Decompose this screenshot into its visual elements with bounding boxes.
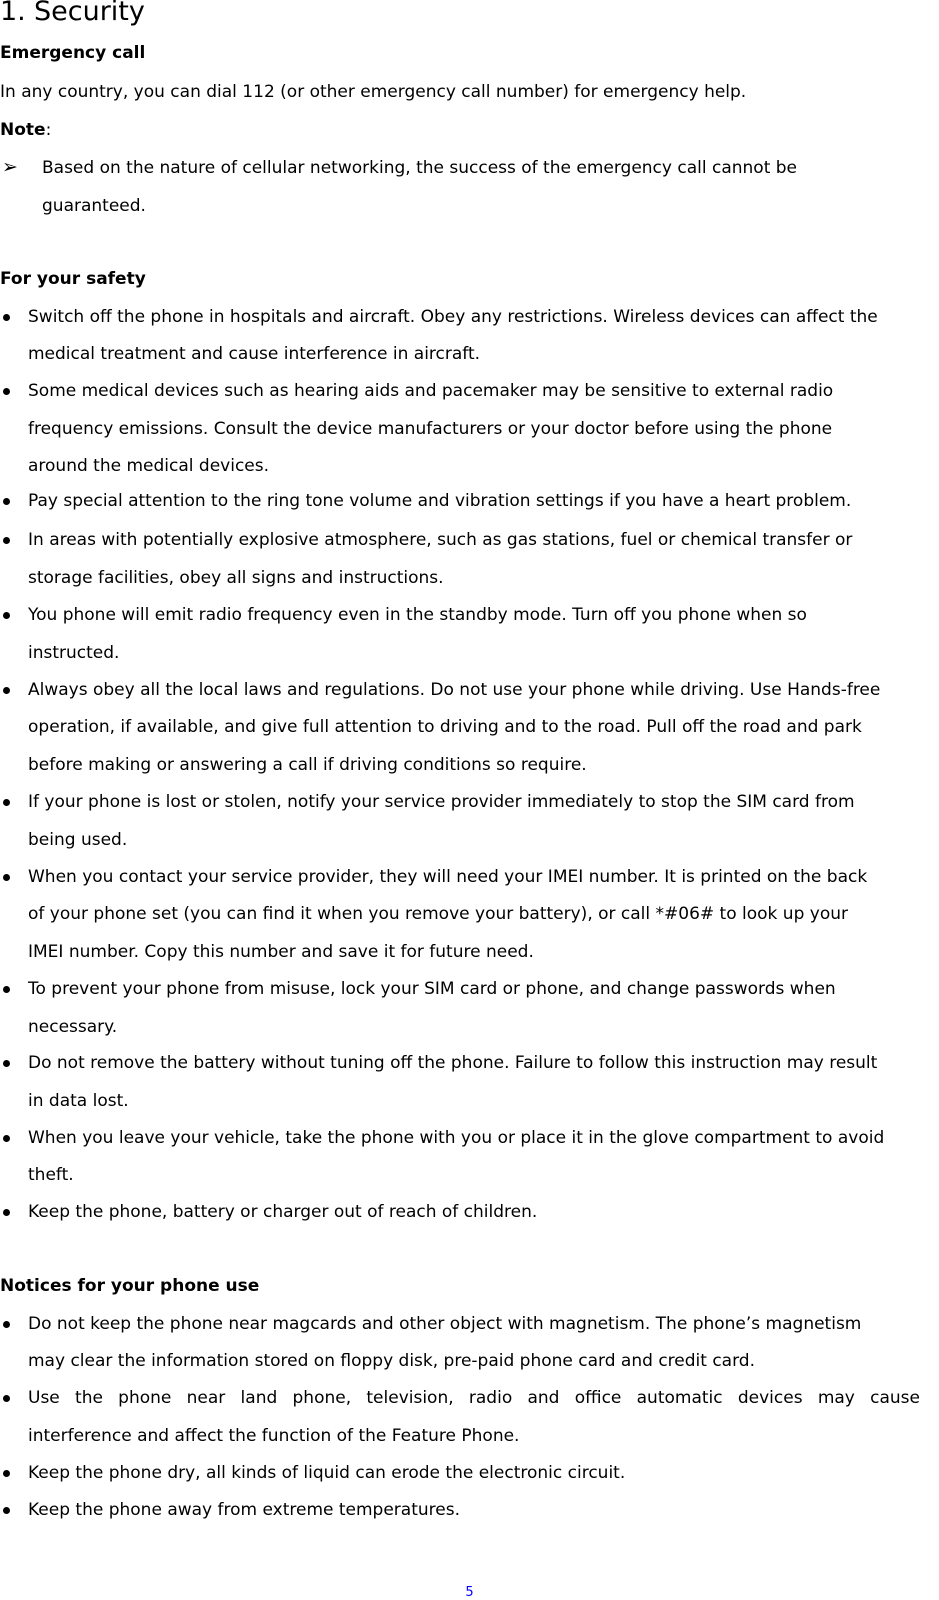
- bullet-icon: [3, 986, 10, 993]
- section-title: [0, 0, 145, 27]
- safety-item-line: Keep the phone, battery or charger out of reach of children.: [28, 1202, 538, 1222]
- safety-item-line: operation, if available, and give full attention to driving and to the road. Pull off the road and park: [28, 717, 862, 737]
- safety-item-line: If your phone is lost or stolen, notify your service provider immediately to stop the SIM card from: [28, 792, 855, 812]
- safety-item-line: IMEI number. Copy this number and save it for future need.: [28, 942, 534, 962]
- section-title-text: Security: [34, 0, 145, 27]
- bullet-icon: [3, 1470, 10, 1477]
- safety-item-line: When you leave your vehicle, take the phone with you or place it in the glove compartment to avoid: [28, 1128, 885, 1148]
- safety-item-line: You phone will emit radio frequency even in the standby mode. Turn off you phone when so: [28, 605, 807, 625]
- bullet-icon: [3, 537, 10, 544]
- page-number: 5: [465, 1585, 474, 1600]
- safety-item-line: Switch off the phone in hospitals and aircraft. Obey any restrictions. Wireless devices can affect the: [28, 307, 878, 327]
- safety-item-line: instructed.: [28, 643, 120, 663]
- note-label-text: Note: [0, 120, 46, 140]
- safety-item-line: theft.: [28, 1165, 74, 1185]
- safety-heading: For your safety: [0, 269, 146, 289]
- bullet-icon: [3, 799, 10, 806]
- safety-item-line: Some medical devices such as hearing aids and pacemaker may be sensitive to external radio: [28, 381, 834, 401]
- bullet-icon: [3, 687, 10, 694]
- bullet-icon: [3, 1395, 10, 1402]
- safety-item-line: in data lost.: [28, 1091, 129, 1111]
- safety-item-line: frequency emissions. Consult the device manufacturers or your doctor before using the phone: [28, 419, 833, 439]
- note-line: Based on the nature of cellular networking, the success of the emergency call cannot be: [42, 158, 798, 178]
- safety-item-line: of your phone set (you can find it when you remove your battery), or call *#06# to look up your: [28, 904, 848, 924]
- arrow-bullet-icon: ➢: [2, 156, 18, 178]
- bullet-icon: [3, 314, 10, 321]
- notice-item-line: Do not keep the phone near magcards and other object with magnetism. The phone’s magnetism: [28, 1314, 862, 1334]
- safety-item-line: around the medical devices.: [28, 456, 270, 476]
- bullet-icon: [3, 612, 10, 619]
- bullet-icon: [3, 1209, 10, 1216]
- bullet-icon: [3, 1060, 10, 1067]
- safety-item-line: Do not remove the battery without tuning off the phone. Failure to follow this instruction may result: [28, 1053, 878, 1073]
- notice-item-line: Use the phone near land phone, television, radio and office automatic devices may cause: [28, 1388, 920, 1408]
- bullet-icon: [3, 1135, 10, 1142]
- safety-item-line: Pay special attention to the ring tone volume and vibration settings if you have a heart problem.: [28, 491, 852, 511]
- emergency-text: In any country, you can dial 112 (or other emergency call number) for emergency help.: [0, 82, 747, 102]
- section-number: 1.: [0, 0, 26, 27]
- bullet-icon: [3, 1321, 10, 1328]
- safety-item-line: before making or answering a call if driving conditions so require.: [28, 755, 587, 775]
- safety-item-line: medical treatment and cause interference in aircraft.: [28, 344, 481, 364]
- safety-item-line: To prevent your phone from misuse, lock your SIM card or phone, and change passwords when: [28, 979, 836, 999]
- note-label: [0, 122, 51, 139]
- notice-item-line: interference and affect the function of the Feature Phone.: [28, 1426, 520, 1446]
- safety-item-line: storage facilities, obey all signs and instructions.: [28, 568, 444, 588]
- bullet-icon: [3, 874, 10, 881]
- notice-item-line: Keep the phone dry, all kinds of liquid can erode the electronic circuit.: [28, 1463, 626, 1483]
- safety-item-line: being used.: [28, 830, 128, 850]
- notices-heading: Notices for your phone use: [0, 1276, 260, 1296]
- emergency-heading: Emergency call: [0, 43, 146, 63]
- bullet-icon: [3, 388, 10, 395]
- note-colon: :: [45, 120, 52, 140]
- safety-item-line: In areas with potentially explosive atmosphere, such as gas stations, fuel or chemical transfer or: [28, 530, 853, 550]
- notice-item-line: may clear the information stored on floppy disk, pre-paid phone card and credit card.: [28, 1351, 755, 1371]
- bullet-icon: [3, 1507, 10, 1514]
- safety-item-line: necessary.: [28, 1017, 118, 1037]
- bullet-icon: [3, 498, 10, 505]
- safety-item-line: Always obey all the local laws and regulations. Do not use your phone while driving. Use Hands-free: [28, 680, 881, 700]
- notice-item-line: Keep the phone away from extreme temperatures.: [28, 1500, 460, 1520]
- safety-item-line: When you contact your service provider, they will need your IMEI number. It is printed on the back: [28, 867, 868, 887]
- note-line: guaranteed.: [42, 196, 146, 216]
